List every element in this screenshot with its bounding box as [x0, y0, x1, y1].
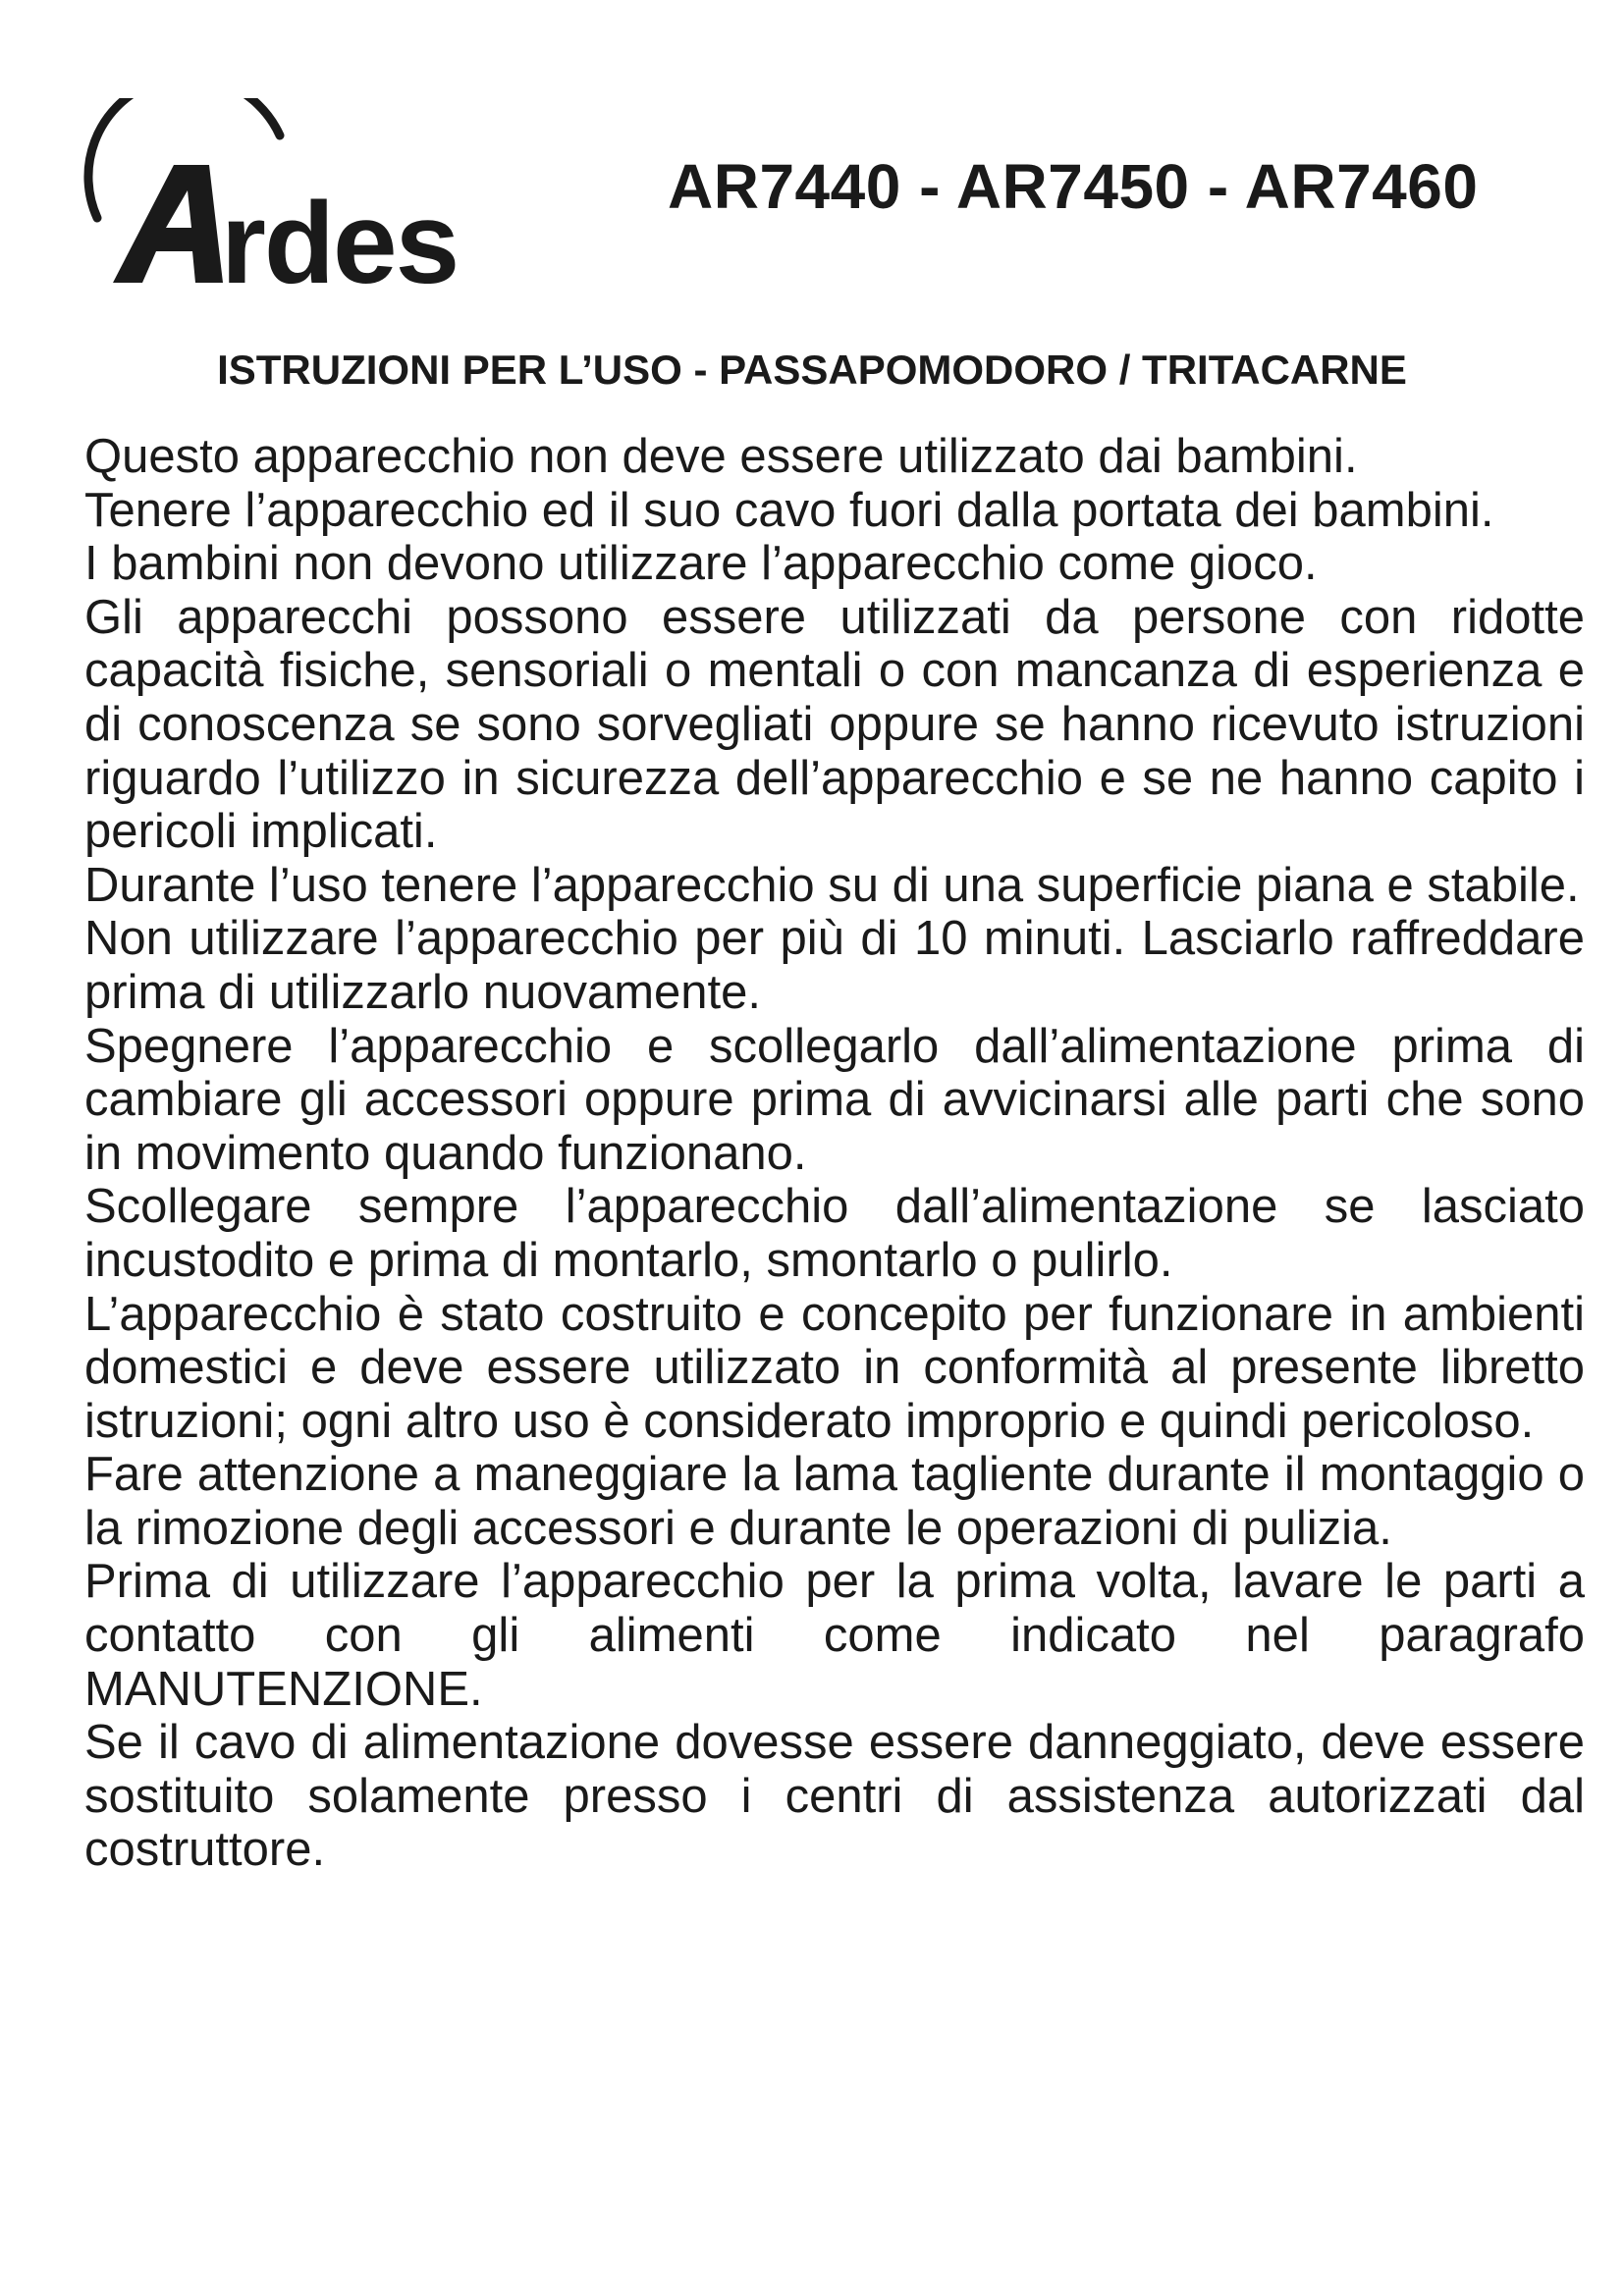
paragraph-switch-off: Spegnere l’apparecchio e scollegarlo dall’alimentazione prima di cambiare gli accessori oppure prima di avvicinarsi alle parti che sono in movimento quando funzionano.	[84, 1019, 1585, 1180]
paragraph-usage-time: Non utilizzare l’apparecchio per più di 10 minuti. Lasciarlo raffreddare prima di utilizzarlo nuovamente.	[84, 912, 1585, 1019]
paragraph-children-not-allowed: Questo apparecchio non deve essere utilizzato dai bambini.	[84, 430, 1358, 483]
svg-text:rdes: rdes	[221, 179, 459, 294]
document-subtitle: ISTRUZIONI PER L’USO - PASSAPOMODORO / TRITACARNE	[217, 347, 1407, 393]
paragraph-domestic-use: L’apparecchio è stato costruito e concepito per funzionare in ambienti domestici e deve essere utilizzato in conformità al presente libretto istruzioni; ogni altro uso è considerato improprio e quindi pericoloso.	[84, 1287, 1585, 1448]
paragraph-damaged-cable: Se il cavo di alimentazione dovesse essere danneggiato, deve essere sostituito solamente presso i centri di assistenza autorizzati dal costruttore.	[84, 1716, 1585, 1877]
paragraph-sharp-blade: Fare attenzione a maneggiare la lama tagliente durante il montaggio o la rimozione degli accessori e durante le operazioni di pulizia.	[84, 1448, 1585, 1555]
model-numbers: AR7440 - AR7450 - AR7460	[668, 151, 1479, 222]
paragraph-flat-surface: Durante l’uso tenere l’apparecchio su di una superficie piana e stabile.	[84, 858, 1580, 912]
ardes-logo	[83, 98, 574, 294]
paragraph-keep-out-of-reach: Tenere l’apparecchio ed il suo cavo fuori dalla portata dei bambini.	[84, 483, 1494, 537]
instructions-body	[84, 430, 1585, 1877]
paragraph-unplug: Scollegare sempre l’apparecchio dall’alimentazione se lasciato incustodito e prima di montarlo, smontarlo o pulirlo.	[84, 1180, 1585, 1287]
paragraph-first-use: Prima di utilizzare l’apparecchio per la prima volta, lavare le parti a contatto con gli alimenti come indicato nel paragrafo MANUTENZIONE.	[84, 1555, 1585, 1716]
paragraph-not-a-toy: I bambini non devono utilizzare l’apparecchio come gioco.	[84, 537, 1318, 591]
paragraph-reduced-capacity: Gli apparecchi possono essere utilizzati da persone con ridotte capacità fisiche, sensoriali o mentali o con mancanza di esperienza e di conoscenza se sono sorvegliati oppure se hanno ricevuto istruzioni riguardo l’utilizzo in sicurezza dell’apparecchio e se ne hanno capito i pericoli implicati.	[84, 590, 1585, 859]
